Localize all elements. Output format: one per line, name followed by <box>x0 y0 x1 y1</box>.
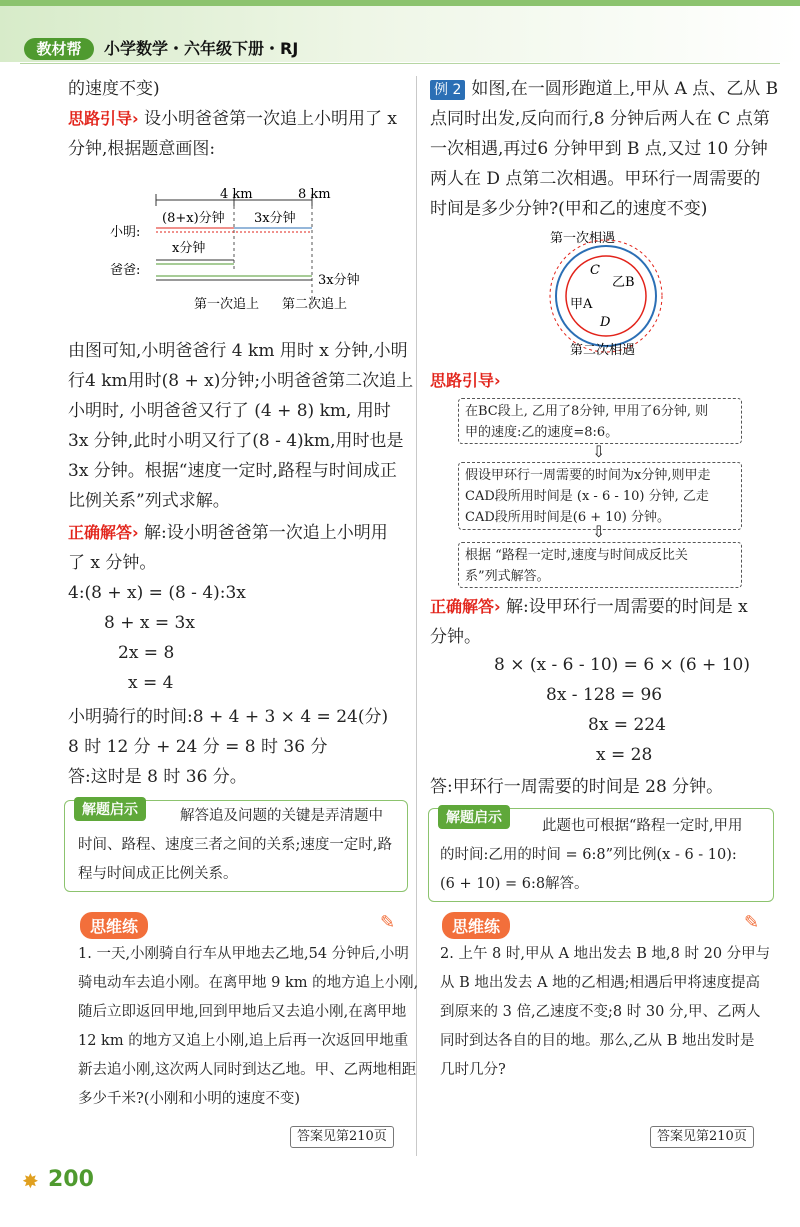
answer-text-2: 分钟。 <box>430 627 481 647</box>
line-diagram <box>110 182 390 317</box>
equation-line: 4:(8 + x) = (8 - 4):3x <box>68 583 246 603</box>
problem-line: 点同时出发,反向而行,8 分钟后两人在 C 点第 <box>430 109 770 129</box>
flow-text: 假设甲环行一周需要的时间为x分钟,则甲走 <box>465 468 711 483</box>
label-first-catch: 第一次追上 <box>194 297 260 312</box>
example-first-line <box>430 74 778 104</box>
lion-icon: ✸ <box>22 1169 39 1193</box>
equation-line: 8x - 128 = 96 <box>546 685 663 705</box>
example-tag: 例 2 <box>430 80 465 100</box>
exercise-line: 随后立即返回甲地,回到甲地后又去追小刚,在离甲地 <box>78 1004 407 1020</box>
exercise-line: 骑电动车去追小刚。在离甲地 9 km 的地方追上小刚, <box>78 975 419 991</box>
arrow-icon: › <box>132 109 139 128</box>
analysis-line: 3x 分钟,此时小明又行了(8 - 4)km,用时也是 <box>68 431 404 451</box>
circle-diagram <box>530 226 690 362</box>
problem-line: 一次相遇,再过6 分钟甲到 B 点,又过 10 分钟 <box>430 139 768 159</box>
result-line: 小明骑行的时间:8 + 4 + 3 × 4 = 24(分) <box>68 707 389 727</box>
label-D: D <box>600 315 611 330</box>
answer-text: 解:设小明爸爸第一次追上小明用 <box>144 523 388 543</box>
equation-line: x = 4 <box>128 673 174 693</box>
down-arrow-icon: ⇩ <box>592 522 606 541</box>
analysis-line: 小明时, 小明爸爸又行了 (4 + 8) km, 用时 <box>68 401 391 421</box>
down-arrow-icon: ⇩ <box>592 442 606 461</box>
label-seg1: (8+x)分钟 <box>162 211 225 226</box>
label-xiaoming: 小明: <box>110 225 141 240</box>
page-number-block <box>22 1167 140 1197</box>
equation-line: 8 + x = 3x <box>104 613 195 633</box>
answer-reference: 答案见第210页 <box>650 1126 754 1148</box>
label-xmin: x分钟 <box>172 241 206 256</box>
answer-reference: 答案见第210页 <box>290 1126 394 1148</box>
analysis-line: 比例关系”列式求解。 <box>68 491 230 511</box>
analysis-line: 行4 km用时(8 + x)分钟;小明爸爸第二次追上 <box>68 371 414 391</box>
left-answer <box>68 518 388 548</box>
right-hint <box>430 366 501 396</box>
flow-box <box>458 398 742 444</box>
tip-line: (6 + 10) = 6:8解答。 <box>440 876 589 892</box>
left-hint <box>68 104 397 134</box>
flow-text: 甲的速度:乙的速度=8:6。 <box>465 425 619 440</box>
answer-label: 正确解答 <box>68 523 133 542</box>
analysis-line: 由图可知,小明爸爸行 4 km 用时 x 分钟,小明 <box>68 341 408 361</box>
label-second-catch: 第二次追上 <box>282 297 348 312</box>
hint-label: 思路引导 <box>430 371 495 390</box>
arrow-icon: › <box>494 597 501 616</box>
brand-badge: 教材帮 <box>24 38 94 60</box>
tip-line: 程与时间成正比例关系。 <box>78 866 238 882</box>
label-baba: 爸爸: <box>110 263 141 278</box>
left-continued-line: 的速度不变) <box>68 79 160 99</box>
analysis-line: 3x 分钟。根据“速度一定时,路程与时间成正 <box>68 461 397 481</box>
label-B: 乙B <box>612 275 635 290</box>
equation-line: 2x = 8 <box>118 643 175 663</box>
tip-line: 解答追及问题的关键是弄清题中 <box>180 808 383 824</box>
arrow-icon: › <box>494 371 501 390</box>
pencil-icon: ✎ <box>380 912 396 933</box>
flow-text: 根据 “路程一定时,速度与时间成反比关 <box>465 548 688 563</box>
equation-line: x = 28 <box>596 745 653 765</box>
exercise-line: 几时几分? <box>440 1062 506 1078</box>
problem-line: 时间是多少分钟?(甲和乙的速度不变) <box>430 199 708 219</box>
right-answer <box>430 592 748 622</box>
book-title: 小学数学・六年级下册・RJ <box>104 39 299 58</box>
exercise-line: 2. 上午 8 时,甲从 A 地出发去 B 地,8 时 20 分甲与 <box>440 946 771 962</box>
exercise-line: 多少千米?(小刚和小明的速度不变) <box>78 1091 301 1107</box>
equation-line: 8x = 224 <box>588 715 666 735</box>
tip-label: 解题启示 <box>74 797 146 821</box>
flow-text: CAD段所用时间是(6 + 10) 分钟。 <box>465 510 671 525</box>
label-8km: 8 km <box>298 187 331 202</box>
label-seg2: 3x分钟 <box>254 211 296 226</box>
pencil-icon: ✎ <box>744 912 760 933</box>
flow-text: 系”列式解答。 <box>465 569 550 584</box>
answer-text-2: 了 x 分钟。 <box>68 553 157 573</box>
answer-text: 解:设甲环行一周需要的时间是 x <box>506 597 748 617</box>
hint-label: 思路引导 <box>68 109 133 128</box>
exercise-line: 到原来的 3 倍,乙速度不变;8 时 30 分,甲、乙两人 <box>440 1004 761 1020</box>
result-line: 8 时 12 分 + 24 分 = 8 时 36 分 <box>68 737 328 757</box>
label-C: C <box>590 263 600 278</box>
flow-text: CAD段所用时间是 (x - 6 - 10) 分钟, 乙走 <box>465 489 709 504</box>
equation-line: 8 × (x - 6 - 10) = 6 × (6 + 10) <box>494 655 750 675</box>
label-3xmin: 3x分钟 <box>318 273 360 288</box>
tip-line: 此题也可根据“路程一定时,甲用 <box>542 818 743 834</box>
problem-line: 两人在 D 点第二次相遇。甲环行一周需要的 <box>430 169 761 189</box>
label-4km: 4 km <box>220 187 253 202</box>
think-title: 思维练 <box>80 912 148 939</box>
think-title: 思维练 <box>442 912 510 939</box>
exercise-line: 同时到达各自的目的地。那么,乙从 B 地出发时是 <box>440 1033 755 1049</box>
page-number: 200 <box>48 1167 94 1192</box>
hint-text: 设小明爸爸第一次追上小明用了 x <box>144 109 398 129</box>
tip-line: 的时间:乙用的时间 = 6:8”列比例(x - 6 - 10): <box>440 847 737 863</box>
arrow-icon: › <box>132 523 139 542</box>
label-first-meet: 第一次相遇 <box>550 231 616 246</box>
exercise-line: 从 B 地出发去 A 地的乙相遇;相遇后甲将速度提高 <box>440 975 760 991</box>
header-divider <box>20 63 780 64</box>
header-stripe <box>0 0 800 6</box>
final-answer: 答:甲环行一周需要的时间是 28 分钟。 <box>430 777 724 797</box>
hint-text-2: 分钟,根据题意画图: <box>68 139 216 159</box>
flow-box <box>458 542 742 588</box>
flow-text: 在BC段上, 乙用了8分钟, 甲用了6分钟, 则 <box>465 404 709 419</box>
tip-line: 时间、路程、速度三者之间的关系;速度一定时,路 <box>78 837 392 853</box>
exercise-line: 新去追小刚,这次两人同时到达乙地。甲、乙两地相距 <box>78 1062 417 1078</box>
exercise-line: 1. 一天,小刚骑自行车从甲地去乙地,54 分钟后,小明 <box>78 946 409 962</box>
label-second-meet: 第二次相遇 <box>570 343 636 358</box>
problem-line: 如图,在一圆形跑道上,甲从 A 点、乙从 B <box>471 79 779 99</box>
result-line: 答:这时是 8 时 36 分。 <box>68 767 247 787</box>
tip-label: 解题启示 <box>438 805 510 829</box>
answer-label: 正确解答 <box>430 597 495 616</box>
label-A: 甲A <box>570 297 593 312</box>
exercise-line: 12 km 的地方又追上小刚,追上后再一次返回甲地重 <box>78 1033 409 1049</box>
